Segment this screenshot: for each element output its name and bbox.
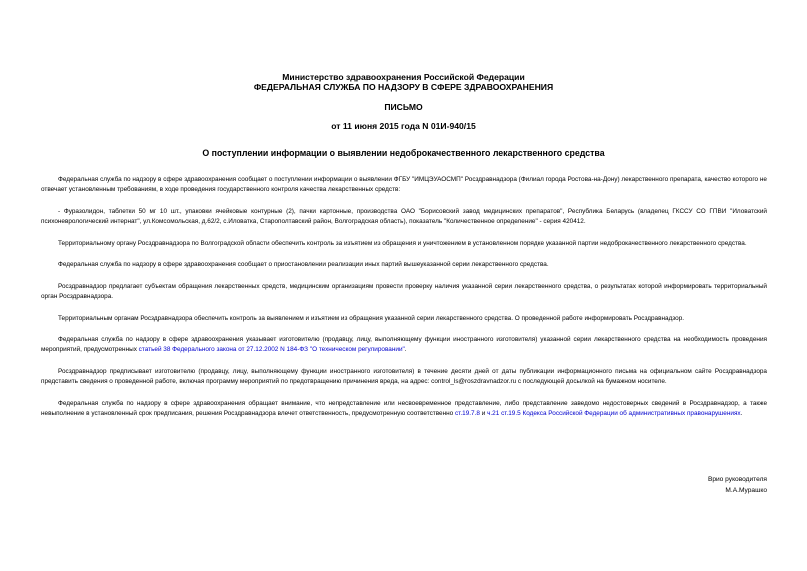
paragraph-6: Территориальным органам Росздравнадзора обеспечить контроль за выявлением и изъятием из обращения указанной серии лекарственного средства. О проведенной работе информировать Росздравнадзор. xyxy=(58,314,685,322)
paragraph-5: Росздравнадзор предлагает субъектам обращения лекарственных средств, медицинским организациям провести проверку наличия указанной серии лекарственного средства, о результатах которой информировать территориальный орган Росздравнадзора. xyxy=(41,282,767,300)
koap-article-19-5-link[interactable]: ч.21 ст.19.5 Кодекса Российской Федерации об административных правонарушениях xyxy=(487,409,741,417)
signatory-title: Врио руководителя xyxy=(707,476,767,483)
paragraph-4: Федеральная служба по надзору в сфере здравоохранения сообщает о приостановлении реализации иных партий вышеуказанной серии лекарственного средства. xyxy=(58,261,549,269)
service-heading: ФЕДЕРАЛЬНАЯ СЛУЖБА ПО НАДЗОРУ В СФЕРЕ ЗДРАВООХРАНЕНИЯ xyxy=(253,82,554,92)
koap-article-19-7-8-link[interactable]: ст.19.7.8 xyxy=(454,409,480,417)
paragraph-2: - Фуразолидон, таблетки 50 мг 10 шт., упаковки ячейковые контурные (2), пачки картонные, производства ОАО "Борисовский завод медицинских препаратов", Республика Беларусь (владелец ГКССУ СО ГПВИ "Иловатский психоневрологический интернат", ул.Комсомольская, д.62/2, с.Иловатка, Старополтавский район, Волгоградская область), показатель "Количественное определение" - серия 420412. xyxy=(41,207,767,225)
document-date-number: от 11 июня 2015 года N 01И-940/15 xyxy=(331,121,476,131)
paragraph-3: Территориальному органу Росздравнадзора по Волгоградской области обеспечить контроль за изъятием из обращения и уничтожением в установленном порядке указанной партии недоброкачественного лекарственного средства. xyxy=(58,239,747,247)
paragraph-9-text: Федеральная служба по надзору в сфере здравоохранения обращает внимание, что непредставление или несвоевременное представление, либо представление заведомо недостоверных сведений в Росздравнадзор, а также невыполнение в установленный срок предписания, решения Росздравнадзора влечет ответственность, предусмотренную соответственно xyxy=(41,399,767,417)
document-body xyxy=(41,175,767,431)
paragraph-9 xyxy=(41,399,767,419)
law-184-fz-link[interactable]: статьей 38 Федерального закона от 27.12.2002 N 184-ФЗ "О техническом регулировании" xyxy=(138,346,405,354)
document-type: ПИСЬМО xyxy=(384,102,423,112)
signatory-name: М.А.Мурашко xyxy=(725,487,767,494)
paragraph-8: Росздравнадзор предписывает изготовителю (продавцу, лицу, выполняющему функции иностранного изготовителя) в течение десяти дней от даты публикации информационного письма на официальном сайте Росздравнадзора представить сведения о проведенной работе, включая программу мероприятий по предотвращению причинения вреда, на адрес: control_ls@roszdravnadzor.ru с последующей досылкой на бумажном носителе. xyxy=(41,367,767,386)
ministry-heading: Министерство здравоохранения Российской Федерации xyxy=(282,72,525,82)
paragraph-1: Федеральная служба по надзору в сфере здравоохранения сообщает о поступлении информации о выявлении ФГБУ "ИМЦЭУАОСМП" Росздравнадзора (Филиал города Ростова-на-Дону) лекарственного препарата, качество которого не отвечает установленным требованиям, в ходе проведения государственного контроля качества лекарственных средств: xyxy=(41,176,767,194)
paragraph-7 xyxy=(41,335,767,355)
paragraph-7-text: Федеральная служба по надзору в сфере здравоохранения указывает изготовителю (продавцу, лицу, выполняющему функции иностранного изготовителя) указанной серии лекарственного средства на необходимость проведения мероприятий, предусмотренных xyxy=(41,336,767,354)
paragraph-9-end: . xyxy=(740,409,743,417)
paragraph-9-mid: и xyxy=(479,409,488,417)
paragraph-7-end: . xyxy=(404,346,407,354)
document-subject: О поступлении информации о выявлении недоброкачественного лекарственного средства xyxy=(202,148,605,158)
